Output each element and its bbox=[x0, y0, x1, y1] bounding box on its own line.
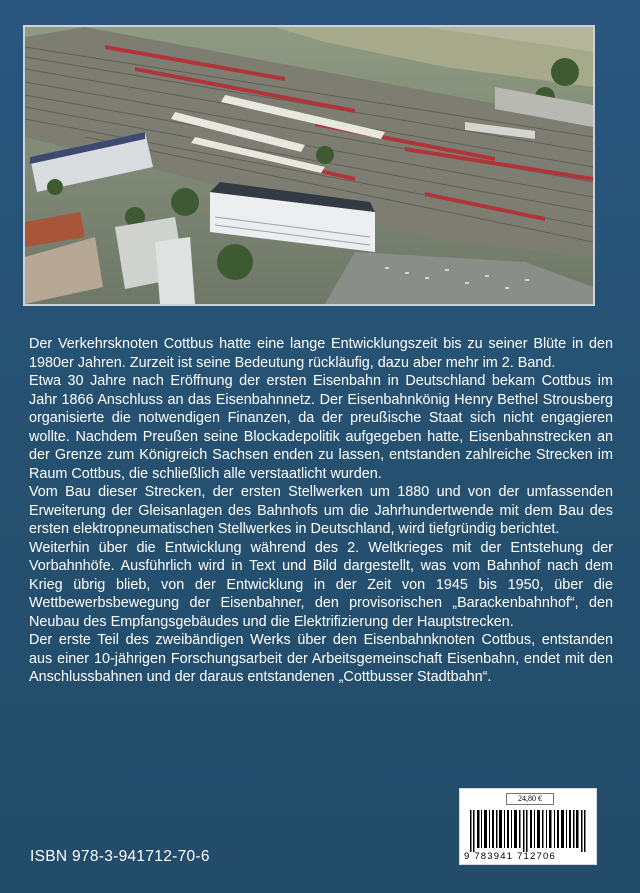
isbn-number: ISBN 978-3-941712-70-6 bbox=[30, 848, 210, 865]
aerial-station-photo bbox=[23, 25, 595, 306]
barcode-label bbox=[459, 788, 597, 865]
paragraph: Der Verkehrsknoten Cottbus hatte eine lange Entwicklungszeit bis zu seiner Blüte in den 1980er Jahren. Zurzeit ist seine Bedeutung rückläufig, dazu aber mehr im 2. Band. bbox=[29, 336, 613, 371]
barcode-number: 9 783941 712706 bbox=[464, 851, 556, 862]
paragraph: Vom Bau dieser Strecken, der ersten Stellwerken um 1880 und von der umfassenden Erweiterung der Gleisanlagen des Bahnhofs um die Jahrhundertwende mit dem Bau des ersten elektropneumatischen Stellwerkes in Deutschland, wird tiefgründig berichtet. bbox=[29, 484, 613, 537]
paragraph: Der erste Teil des zweibändigen Werks über den Eisenbahnknoten Cottbus, entstanden aus einer 10-jährigen Forschungsarbeit der Arbeitsgemeinschaft Eisenbahn, endet mit den Anschlussbahnen und der daraus entstandenen „Cottbusser Stadtbahn“. bbox=[29, 632, 613, 685]
price-sticker: 24,80 € bbox=[506, 793, 554, 805]
description-text bbox=[29, 335, 613, 687]
barcode-icon bbox=[468, 810, 590, 852]
paragraph: Weiterhin über die Entwicklung während des 2. Weltkrieges mit der Entstehung der Vorbahnhöfe. Ausführlich wird in Text und Bild dargestellt, was vom Bahnhof nach dem Krieg übrig blieb, von der Entwicklung in der Zeit von 1945 bis 1950, über die Wettbewerbsbewegung der Eisenbahner, den provisorischen „Barackenbahnhof“, den Neubau des Empfangsgebäudes und die Elektrifizierung der Hauptstrecken. bbox=[29, 539, 613, 630]
paragraph: Etwa 30 Jahre nach Eröffnung der ersten Eisenbahn in Deutschland bekam Cottbus im Jahr 1866 Anschluss an das Eisenbahnnetz. Der Eisenbahnkönig Henry Bethel Strousberg organisierte die notwendigen Finanzen, da der preußische Staat sich nicht engagieren wollte. Nachdem Preußen seine Blockadepolitik aufgegeben hatte, Eisenbahnstrecken an der Grenze zum Königreich Sachsen enden zu lassen, entstanden zahlreiche Strecken im Raum Cottbus, die schließlich alle verstaatlicht wurden. bbox=[29, 373, 613, 482]
